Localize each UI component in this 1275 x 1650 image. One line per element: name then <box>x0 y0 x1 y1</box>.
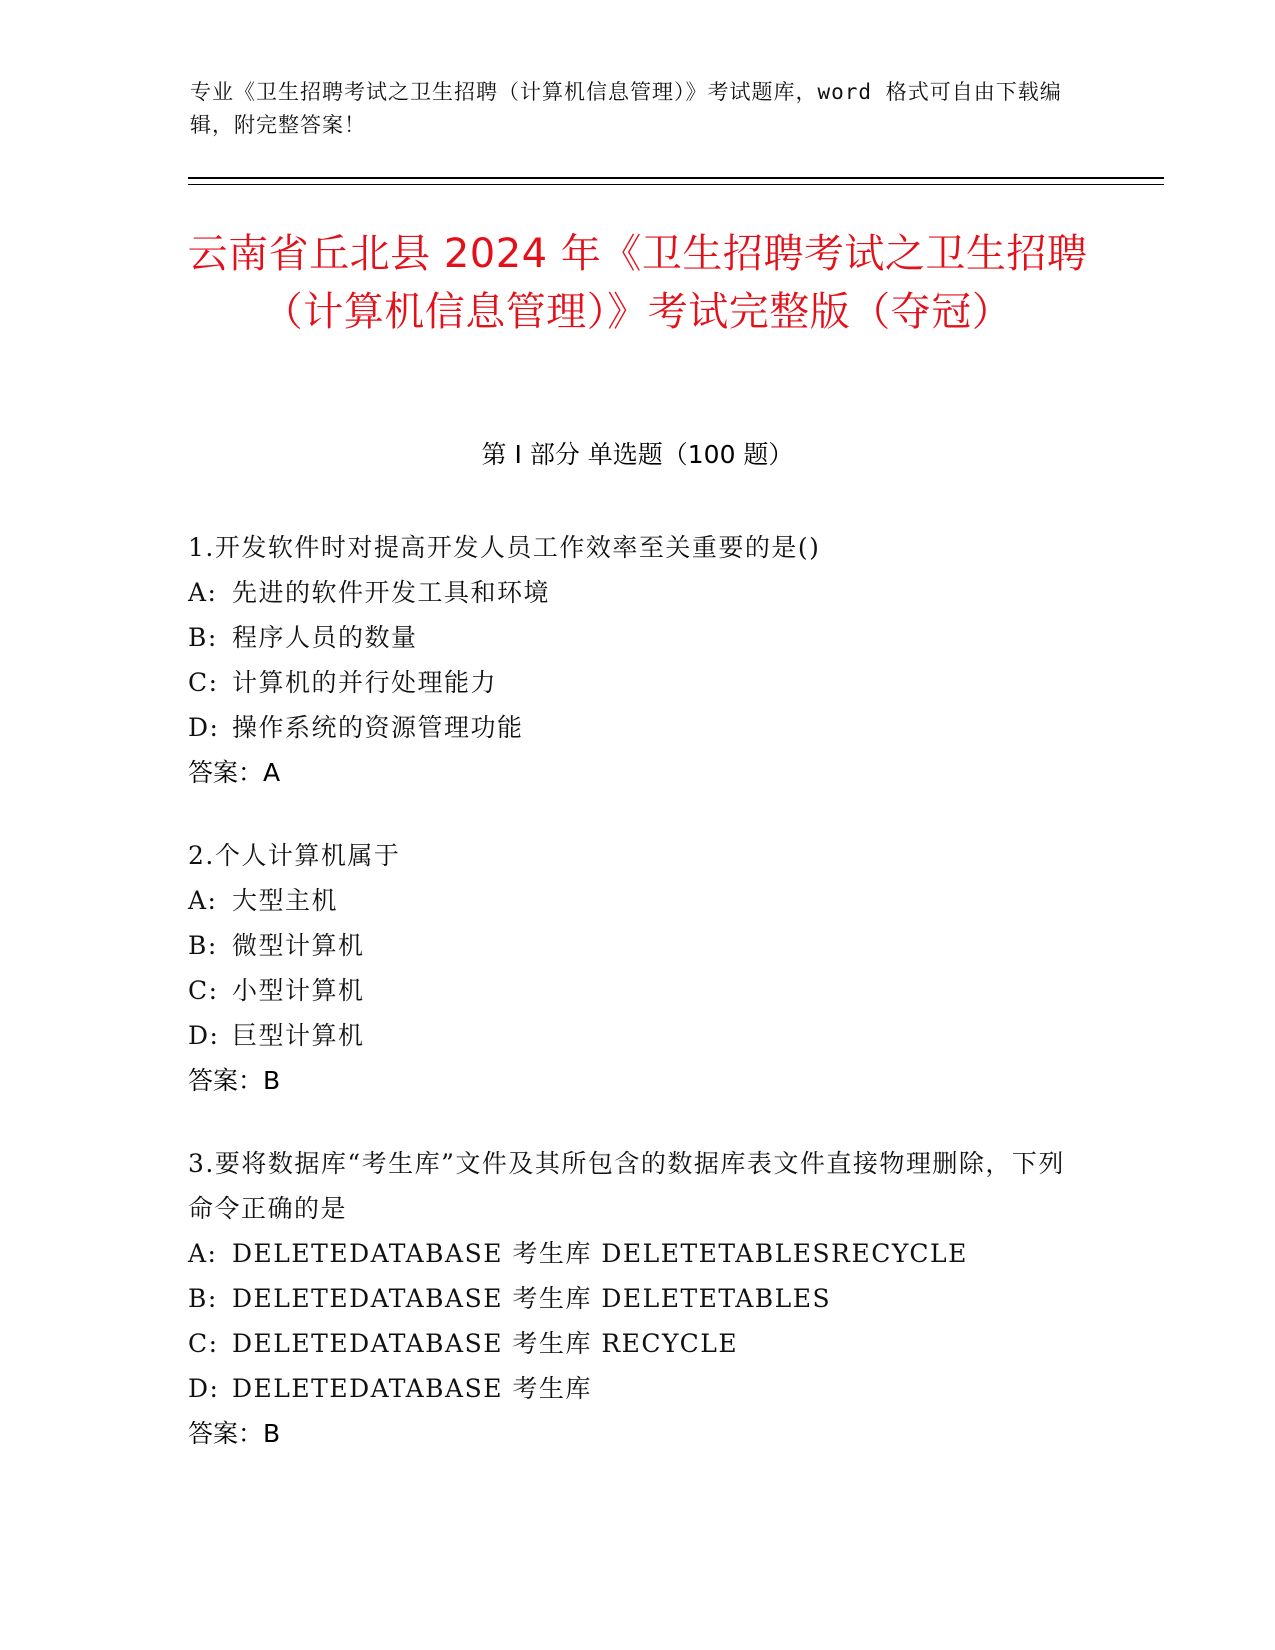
question-stem: 1.开发软件时对提高开发人员工作效率至关重要的是() <box>188 533 821 562</box>
option-text: 操作系统的资源管理功能 <box>232 713 524 742</box>
option-letter: C: <box>188 668 219 697</box>
option-text: 先进的软件开发工具和环境 <box>232 578 551 607</box>
option-text: DELETEDATABASE 考生库 DELETETABLESRECYCLE <box>232 1239 968 1268</box>
option-a <box>188 878 1088 923</box>
option-text: 程序人员的数量 <box>232 623 418 652</box>
question-3 <box>188 1141 1088 1456</box>
answer-line: 答案：B <box>188 1066 281 1095</box>
answer-line: 答案：B <box>188 1419 281 1448</box>
option-letter: C: <box>188 976 219 1005</box>
option-text: 小型计算机 <box>232 976 365 1005</box>
option-text: 巨型计算机 <box>232 1021 365 1050</box>
option-b <box>188 615 1088 660</box>
question-1 <box>188 525 1088 795</box>
option-d <box>188 705 1088 750</box>
option-letter: B: <box>188 623 218 652</box>
option-text: DELETEDATABASE 考生库 RECYCLE <box>232 1329 739 1358</box>
section-title: 第 I 部分 单选题（100 题） <box>481 440 794 469</box>
option-letter: D: <box>188 1021 220 1050</box>
option-letter: B: <box>188 1284 218 1313</box>
option-letter: D: <box>188 1374 220 1403</box>
option-c <box>188 968 1088 1013</box>
option-text: 大型主机 <box>232 886 339 915</box>
option-d <box>188 1366 1088 1411</box>
document-title: 云南省丘北县 2024 年《卫生招聘考试之卫生招聘（计算机信息管理）》考试完整版（夺冠） <box>187 231 1088 335</box>
option-letter: B: <box>188 931 218 960</box>
option-text: 计算机的并行处理能力 <box>232 668 498 697</box>
option-c <box>188 660 1088 705</box>
option-letter: D: <box>188 713 220 742</box>
question-stem: 2.个人计算机属于 <box>188 841 401 870</box>
answer-line: 答案：A <box>188 758 281 787</box>
header-note: 专业《卫生招聘考试之卫生招聘（计算机信息管理）》考试题库，word 格式可自由下载编辑，附完整答案！ <box>190 80 1062 137</box>
option-d <box>188 1013 1088 1058</box>
header-divider-thin <box>188 184 1164 185</box>
option-letter: A: <box>188 886 218 915</box>
question-list <box>188 525 1088 1494</box>
header-divider-thick <box>188 177 1164 179</box>
question-stem: 3.要将数据库“考生库”文件及其所包含的数据库表文件直接物理删除，下列命令正确的是 <box>188 1149 1065 1223</box>
option-a <box>188 1231 1088 1276</box>
option-a <box>188 570 1088 615</box>
option-c <box>188 1321 1088 1366</box>
option-letter: A: <box>188 578 218 607</box>
option-text: 微型计算机 <box>232 931 365 960</box>
option-letter: C: <box>188 1329 219 1358</box>
option-letter: A: <box>188 1239 218 1268</box>
option-text: DELETEDATABASE 考生库 DELETETABLES <box>232 1284 832 1313</box>
option-text: DELETEDATABASE 考生库 <box>232 1374 592 1403</box>
question-2 <box>188 833 1088 1103</box>
option-b <box>188 1276 1088 1321</box>
option-b <box>188 923 1088 968</box>
